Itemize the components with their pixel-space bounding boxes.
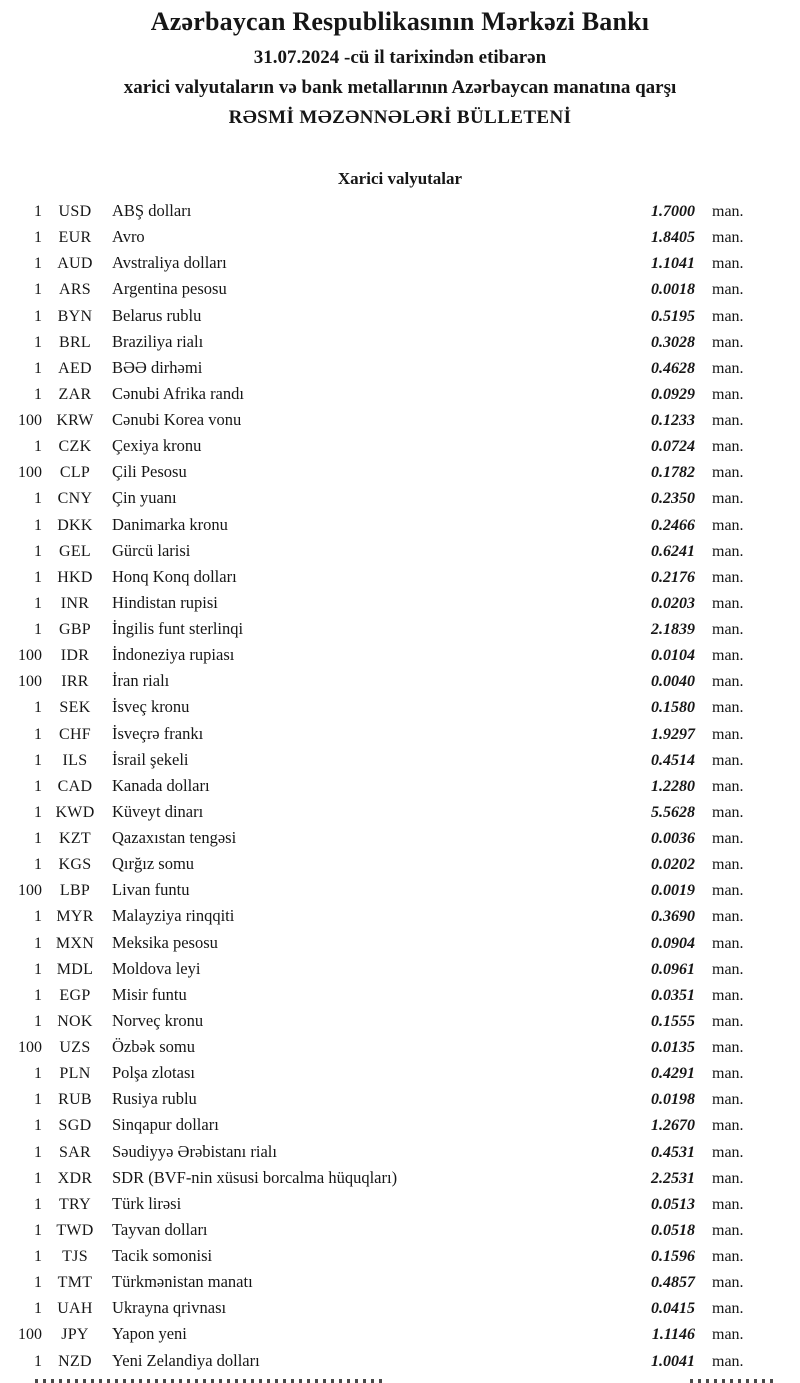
- rate-row: [0, 1165, 800, 1191]
- quantity: 1: [34, 1248, 42, 1265]
- unit-label: man.: [712, 725, 744, 743]
- rate-value: 2.2531: [651, 1169, 695, 1187]
- unit-label: man.: [712, 1195, 744, 1213]
- currency-code: INR: [60, 594, 90, 612]
- quantity: 100: [18, 647, 42, 665]
- currency-name: İran rialı: [112, 671, 170, 691]
- currency-name: Belarus rublu: [112, 305, 202, 325]
- rate-value: 0.0036: [651, 830, 695, 847]
- rate-row: [0, 303, 800, 329]
- rate-value: 0.3690: [651, 908, 695, 926]
- quantity: 1: [34, 1012, 42, 1030]
- currency-code: DKK: [57, 516, 93, 534]
- quantity: 1: [34, 1117, 42, 1135]
- currency-code: GBP: [58, 621, 92, 638]
- rate-row: [0, 1269, 800, 1295]
- rate-value: 5.5628: [651, 803, 695, 821]
- currency-code: CHF: [58, 725, 92, 743]
- rate-value: 0.1555: [651, 1012, 695, 1030]
- currency-code: AED: [58, 359, 92, 377]
- rates-table: [0, 198, 800, 1374]
- unit-label: man.: [712, 856, 744, 874]
- quantity: 1: [34, 438, 42, 456]
- rate-value: 0.1782: [651, 464, 695, 482]
- unit-label: man.: [712, 1143, 744, 1161]
- currency-code: TMT: [57, 1274, 93, 1292]
- unit-label: man.: [712, 960, 744, 978]
- currency-code: BYN: [57, 307, 93, 325]
- unit-label: man.: [712, 882, 744, 900]
- rate-value: 1.9297: [651, 725, 695, 743]
- rate-row: [0, 1008, 800, 1034]
- currency-code: KGS: [58, 856, 92, 874]
- bulletin-page: [0, 6, 800, 1383]
- rate-row: [0, 668, 800, 694]
- currency-name: Çili Pesosu: [112, 462, 187, 482]
- unit-label: man.: [712, 333, 744, 351]
- currency-code: TJS: [62, 1248, 88, 1265]
- rate-row: [0, 250, 800, 276]
- rate-value: 0.0135: [651, 1039, 695, 1056]
- quantity: 100: [18, 464, 42, 482]
- rate-row: [0, 1243, 800, 1269]
- quantity: 1: [34, 960, 42, 978]
- quantity: 1: [34, 986, 42, 1004]
- rate-value: 0.0198: [651, 1091, 695, 1109]
- currency-code: MDL: [56, 960, 94, 978]
- currency-code: MXN: [55, 934, 95, 952]
- currency-name: Çin yuanı: [112, 488, 177, 508]
- rate-value: 0.4857: [651, 1274, 695, 1292]
- unit-label: man.: [712, 438, 744, 456]
- unit-label: man.: [712, 412, 744, 429]
- rate-value: 0.4291: [651, 1065, 695, 1083]
- currency-code: PLN: [59, 1065, 91, 1083]
- currency-code: AUD: [57, 255, 93, 273]
- currency-code: NOK: [57, 1012, 93, 1030]
- currency-code: SGD: [58, 1117, 92, 1135]
- unit-label: man.: [712, 934, 744, 952]
- rate-value: 1.0041: [651, 1352, 695, 1370]
- unit-label: man.: [712, 281, 744, 299]
- bank-name-title: Azərbaycan Respublikasının Mərkəzi Bankı: [150, 7, 650, 36]
- rate-value: 1.2280: [651, 777, 695, 795]
- unit-label: man.: [712, 464, 744, 482]
- rate-row: [0, 616, 800, 642]
- unit-label: man.: [712, 1274, 744, 1292]
- currency-code: UZS: [59, 1039, 91, 1056]
- currency-code: CZK: [58, 438, 92, 456]
- currency-name: Honq Konq dolları: [112, 566, 237, 586]
- rate-row: [0, 381, 800, 407]
- currency-code: LBP: [59, 882, 91, 900]
- unit-label: man.: [712, 830, 744, 847]
- quantity: 100: [18, 673, 42, 691]
- rate-value: 0.2176: [651, 568, 695, 586]
- quantity: 1: [34, 490, 42, 508]
- partial-next-row-fragment: [35, 1379, 385, 1383]
- quantity: 1: [34, 594, 42, 612]
- currency-name: Misir funtu: [112, 984, 187, 1004]
- rate-value: 2.1839: [651, 621, 695, 638]
- quantity: 1: [34, 568, 42, 586]
- quantity: 1: [34, 621, 42, 638]
- rate-row: [0, 224, 800, 250]
- quantity: 1: [34, 203, 42, 220]
- rate-value: 0.1580: [651, 699, 695, 717]
- rate-row: [0, 747, 800, 773]
- rate-row: [0, 355, 800, 381]
- rate-value: 0.0040: [651, 673, 695, 691]
- currency-name: Meksika pesosu: [112, 932, 218, 952]
- unit-label: man.: [712, 542, 744, 560]
- rate-row: [0, 694, 800, 720]
- rate-value: 0.1596: [651, 1248, 695, 1265]
- currency-name: İndoneziya rupiası: [112, 645, 235, 665]
- currency-name: Kanada dolları: [112, 775, 210, 795]
- currency-name: Səudiyyə Ərəbistanı rialı: [112, 1141, 277, 1161]
- quantity: 100: [18, 1326, 42, 1344]
- rate-value: 0.0961: [651, 960, 695, 978]
- quantity: 1: [34, 934, 42, 952]
- unit-label: man.: [712, 229, 744, 247]
- quantity: 1: [34, 281, 42, 299]
- currency-name: Avro: [112, 227, 145, 247]
- currency-code: USD: [58, 203, 92, 220]
- quantity: 1: [34, 1143, 42, 1161]
- currency-code: SAR: [58, 1143, 92, 1161]
- quantity: 1: [34, 307, 42, 325]
- rate-value: 0.4628: [651, 359, 695, 377]
- currency-code: SEK: [59, 699, 91, 717]
- currency-name: Rusiya rublu: [112, 1089, 197, 1109]
- rate-row: [0, 329, 800, 355]
- unit-label: man.: [712, 986, 744, 1004]
- unit-label: man.: [712, 490, 744, 508]
- rate-row: [0, 851, 800, 877]
- quantity: 100: [18, 882, 42, 900]
- section-title-foreign-currencies: Xarici valyutalar: [337, 169, 463, 188]
- rate-row: [0, 459, 800, 485]
- currency-name: İsrail şekeli: [112, 749, 189, 769]
- unit-label: man.: [712, 1221, 744, 1239]
- currency-code: GEL: [58, 542, 91, 560]
- quantity: 1: [34, 1091, 42, 1109]
- unit-label: man.: [712, 594, 744, 612]
- quantity: 1: [34, 1274, 42, 1292]
- rate-value: 0.3028: [651, 333, 695, 351]
- rate-value: 1.7000: [651, 203, 695, 220]
- rate-row: [0, 198, 800, 224]
- unit-label: man.: [712, 1039, 744, 1056]
- bulletin-title: RƏSMİ MƏZƏNNƏLƏRİ BÜLLETENİ: [228, 107, 572, 128]
- rate-row: [0, 721, 800, 747]
- rate-row: [0, 982, 800, 1008]
- unit-label: man.: [712, 803, 744, 821]
- currency-name: Livan funtu: [112, 880, 190, 900]
- rate-value: 1.2670: [651, 1117, 695, 1135]
- quantity: 1: [34, 1065, 42, 1083]
- quantity: 1: [34, 856, 42, 874]
- rate-row: [0, 485, 800, 511]
- currency-name: İsveçrə frankı: [112, 723, 204, 743]
- currency-code: BRL: [58, 333, 92, 351]
- currency-name: Qırğız somu: [112, 854, 195, 874]
- currency-code: CLP: [59, 464, 91, 482]
- currency-code: KZT: [58, 830, 91, 847]
- unit-label: man.: [712, 203, 744, 220]
- rate-value: 1.8405: [651, 229, 695, 247]
- currency-name: Tayvan dolları: [112, 1219, 208, 1239]
- currency-code: NZD: [58, 1352, 92, 1370]
- currency-code: KWD: [55, 803, 95, 821]
- rate-row: [0, 799, 800, 825]
- currency-code: KRW: [56, 412, 94, 429]
- currency-code: UAH: [57, 1300, 93, 1318]
- rate-row: [0, 1348, 800, 1374]
- quantity: 100: [18, 1039, 42, 1056]
- unit-label: man.: [712, 621, 744, 638]
- currency-name: Hindistan rupisi: [112, 592, 218, 612]
- rate-row: [0, 1217, 800, 1243]
- rate-value: 0.0518: [651, 1221, 695, 1239]
- currency-code: IDR: [60, 647, 90, 665]
- quantity: 1: [34, 1169, 42, 1187]
- rate-value: 0.0929: [651, 385, 695, 403]
- quantity: 1: [34, 751, 42, 769]
- rate-value: 0.4514: [651, 751, 695, 769]
- rate-row: [0, 1034, 800, 1060]
- currency-name: Argentina pesosu: [112, 279, 227, 299]
- currency-code: CNY: [57, 490, 93, 508]
- rate-value: 0.0202: [651, 856, 695, 874]
- rate-row: [0, 1112, 800, 1138]
- currency-name: Yapon yeni: [112, 1324, 187, 1344]
- currency-name: Ukrayna qrivnası: [112, 1298, 227, 1318]
- currency-name: Braziliya rialı: [112, 331, 204, 351]
- quantity: 100: [18, 412, 42, 429]
- scope-line: xarici valyutaların və bank metallarının Azərbaycan manatına qarşı: [123, 77, 677, 98]
- rate-row: [0, 1321, 800, 1347]
- unit-label: man.: [712, 568, 744, 586]
- currency-code: EUR: [58, 229, 92, 247]
- rate-value: 0.0104: [651, 647, 695, 665]
- unit-label: man.: [712, 1117, 744, 1135]
- unit-label: man.: [712, 255, 744, 273]
- rate-value: 0.1233: [651, 412, 695, 429]
- quantity: 1: [34, 333, 42, 351]
- unit-label: man.: [712, 385, 744, 403]
- effective-date-line: 31.07.2024 -cü il tarixindən etibarən: [253, 47, 547, 68]
- rate-value: 0.0203: [651, 594, 695, 612]
- currency-name: Çexiya kronu: [112, 436, 202, 456]
- currency-name: İsveç kronu: [112, 697, 190, 717]
- currency-code: EGP: [59, 986, 91, 1004]
- rate-row: [0, 512, 800, 538]
- rate-value: 0.0904: [651, 934, 695, 952]
- currency-code: XDR: [57, 1169, 93, 1187]
- rate-value: 0.0724: [651, 438, 695, 456]
- currency-name: Avstraliya dolları: [112, 253, 227, 273]
- currency-name: BƏƏ dirhəmi: [112, 357, 203, 377]
- currency-name: Türkmənistan manatı: [112, 1272, 253, 1292]
- rate-row: [0, 642, 800, 668]
- rate-row: [0, 1060, 800, 1086]
- currency-name: Norveç kronu: [112, 1010, 204, 1030]
- rate-value: 0.0019: [651, 882, 695, 900]
- rate-value: 0.2350: [651, 490, 695, 508]
- quantity: 1: [34, 830, 42, 847]
- quantity: 1: [34, 777, 42, 795]
- rate-value: 0.0513: [651, 1195, 695, 1213]
- unit-label: man.: [712, 751, 744, 769]
- quantity: 1: [34, 385, 42, 403]
- currency-code: MYR: [56, 908, 94, 926]
- rate-row: [0, 564, 800, 590]
- currency-name: Danimarka kronu: [112, 514, 228, 534]
- rate-value: 0.2466: [651, 516, 695, 534]
- rate-row: [0, 276, 800, 302]
- rate-value: 0.0415: [651, 1300, 695, 1318]
- currency-name: Yeni Zelandiya dolları: [112, 1350, 260, 1370]
- rate-row: [0, 956, 800, 982]
- rate-value: 0.5195: [651, 307, 695, 325]
- rate-row: [0, 433, 800, 459]
- currency-name: Moldova leyi: [112, 958, 201, 978]
- unit-label: man.: [712, 1326, 744, 1344]
- currency-name: İngilis funt sterlinqi: [112, 619, 244, 638]
- rate-row: [0, 1139, 800, 1165]
- unit-label: man.: [712, 1012, 744, 1030]
- rate-row: [0, 1086, 800, 1112]
- quantity: 1: [34, 229, 42, 247]
- quantity: 1: [34, 516, 42, 534]
- rate-row: [0, 407, 800, 433]
- currency-code: HKD: [57, 568, 93, 586]
- currency-name: ABŞ dolları: [112, 201, 192, 220]
- unit-label: man.: [712, 1091, 744, 1109]
- unit-label: man.: [712, 1065, 744, 1083]
- rate-row: [0, 1191, 800, 1217]
- quantity: 1: [34, 255, 42, 273]
- rate-row: [0, 903, 800, 929]
- unit-label: man.: [712, 516, 744, 534]
- currency-name: Tacik somonisi: [112, 1246, 213, 1265]
- unit-label: man.: [712, 699, 744, 717]
- rate-value: 0.0018: [651, 281, 695, 299]
- currency-name: Sinqapur dolları: [112, 1115, 219, 1135]
- unit-label: man.: [712, 1300, 744, 1318]
- rate-row: [0, 538, 800, 564]
- currency-code: TRY: [58, 1195, 92, 1213]
- quantity: 1: [34, 1300, 42, 1318]
- unit-label: man.: [712, 1248, 744, 1265]
- rate-value: 1.1146: [651, 1326, 695, 1344]
- unit-label: man.: [712, 908, 744, 926]
- unit-label: man.: [712, 673, 744, 691]
- quantity: 1: [34, 1195, 42, 1213]
- rate-row: [0, 1295, 800, 1321]
- quantity: 1: [34, 359, 42, 377]
- currency-name: Özbək somu: [112, 1037, 195, 1056]
- quantity: 1: [34, 699, 42, 717]
- rate-value: 0.6241: [651, 542, 695, 560]
- rate-row: [0, 590, 800, 616]
- currency-name: Türk lirəsi: [112, 1193, 182, 1213]
- currency-code: IRR: [61, 673, 89, 691]
- rate-value: 1.1041: [651, 255, 695, 273]
- unit-label: man.: [712, 307, 744, 325]
- quantity: 1: [34, 908, 42, 926]
- rate-row: [0, 825, 800, 851]
- rate-value: 0.0351: [651, 986, 695, 1004]
- partial-next-row-fragment: [690, 1379, 775, 1383]
- currency-name: Küveyt dinarı: [112, 801, 204, 821]
- currency-code: RUB: [58, 1091, 92, 1109]
- unit-label: man.: [712, 647, 744, 665]
- currency-code: ARS: [58, 281, 92, 299]
- unit-label: man.: [712, 359, 744, 377]
- quantity: 1: [34, 542, 42, 560]
- unit-label: man.: [712, 777, 744, 795]
- unit-label: man.: [712, 1352, 744, 1370]
- currency-code: ZAR: [58, 385, 92, 403]
- currency-name: SDR (BVF-nin xüsusi borcalma hüquqları): [112, 1167, 398, 1187]
- currency-code: CAD: [57, 777, 93, 795]
- quantity: 1: [34, 803, 42, 821]
- currency-name: Polşa zlotası: [112, 1063, 195, 1083]
- currency-name: Malayziya rinqqiti: [112, 906, 235, 926]
- rate-row: [0, 877, 800, 903]
- rate-value: 0.4531: [651, 1143, 695, 1161]
- quantity: 1: [34, 725, 42, 743]
- unit-label: man.: [712, 1169, 744, 1187]
- currency-name: Qazaxıstan tengəsi: [112, 828, 237, 847]
- currency-name: Gürcü larisi: [112, 540, 191, 560]
- currency-code: ILS: [62, 751, 88, 769]
- quantity: 1: [34, 1221, 42, 1239]
- currency-name: Cənubi Korea vonu: [112, 410, 242, 429]
- currency-code: JPY: [61, 1326, 89, 1344]
- rate-row: [0, 930, 800, 956]
- quantity: 1: [34, 1352, 42, 1370]
- currency-code: TWD: [56, 1221, 94, 1239]
- rate-row: [0, 773, 800, 799]
- currency-name: Cənubi Afrika randı: [112, 383, 244, 403]
